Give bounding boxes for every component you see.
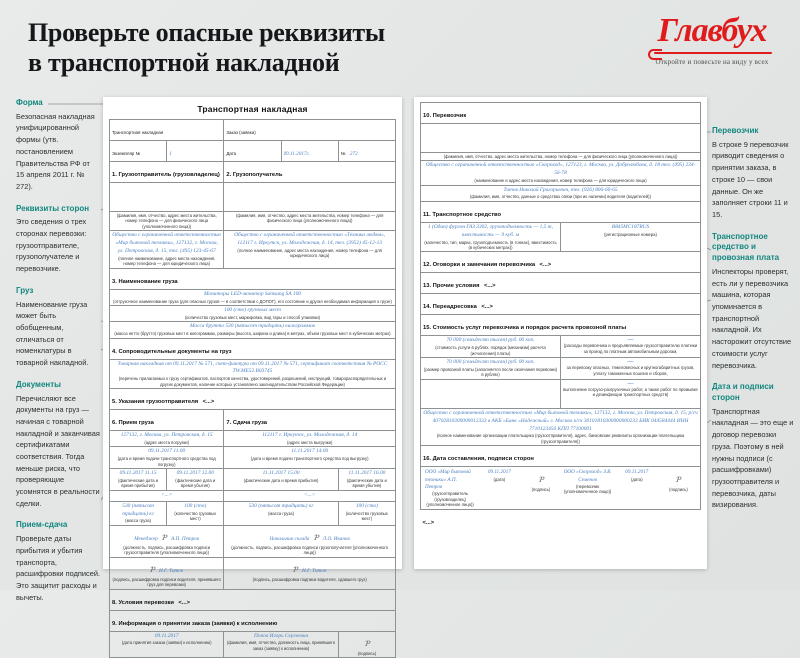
cargo-name-hint: (отгрузочное наименование груза (для опасных грузов — в соответствии с ДОПОГ), его состояние и другая необходимая информация о грузе) <box>113 298 392 304</box>
label-waybill: Транспортная накладная <box>112 130 164 135</box>
table-row <box>110 359 396 389</box>
carrier-name[interactable]: ООО «Скороход» З.В. Семенов <box>563 469 612 483</box>
table-row <box>421 446 701 467</box>
section-9-sign-hint: (подпись) <box>357 650 377 656</box>
section-9-person-hint: (фамилия, имя, отчество, должность лица, принявшего заказ (заявку) к исполнению) <box>227 640 336 651</box>
table-row <box>110 268 396 289</box>
section-1-title: 1. Грузоотправитель (грузовладелец) <box>112 172 220 178</box>
fee-hint: (размер провозной платы (заполняется после окончания перевозки) в рублях) <box>423 366 558 378</box>
section-7-arrival[interactable]: 11.11.2017 15.00 <box>262 470 300 477</box>
annotation-heading: Прием-сдача <box>16 520 68 530</box>
section-7-signer-name[interactable]: Л.О. Иванов <box>322 535 350 542</box>
carrier-driver-value[interactable]: Титов Николай Григорьевич, тел. (926) 806-60-65 <box>503 186 618 193</box>
annotation-transportnoe-sredstvo <box>712 232 796 372</box>
section-6-mass[interactable]: 530 (пятьсот тридцать) кг <box>122 502 154 517</box>
carrier-org-value[interactable]: Общество с ограниченной ответственностью «Скороход», 127123, г. Москва, ул. Добролюбова, д. 18 тел. (495) 234-56-78 <box>425 162 696 177</box>
document-page-left <box>103 97 402 656</box>
section-7-arrival-hint: (фактические дата и время прибытия) <box>243 478 319 483</box>
section-2-value[interactable]: Общество с ограниченной ответственностью «Техника людям», 112117 г. Иркутск, ул. Молодежная, д. 14, тел. (3952) 45-12-13 <box>234 232 386 247</box>
section-9-date[interactable]: 09.11.2017 <box>154 632 179 639</box>
vehicle-hint: (количество, тип, марка, грузоподъемность (в тоннах), вместимость (в кубических метрах)) <box>424 239 557 250</box>
section-6-arrival-hint: (фактические дата и время прибытия) <box>118 478 159 489</box>
annotations-left <box>16 98 100 614</box>
table-row <box>421 103 701 124</box>
form-table-right <box>420 102 701 530</box>
section-2-blank[interactable] <box>224 183 396 212</box>
section-6-condition[interactable]: <...> <box>161 491 173 498</box>
section-1-value[interactable]: Общество с ограниченной ответственностью «Мир бытовой техники», 127132, г. Москва, ул. Петровская, д. 15, тел. (495) 123-45-67 <box>112 232 222 255</box>
section-6-datetime[interactable]: 09.11.2017 11.00 <box>148 448 186 455</box>
shipper-date[interactable]: 09.11.2017 <box>487 469 511 476</box>
section-6-departure-hint: (фактические дата и время убытия) <box>175 478 216 489</box>
roads-hint: (расходы перевозчика и предъявляемые грузоотправителю платежи за проезд по платным автомобильным дорогам, <box>563 343 698 354</box>
table-row <box>421 379 701 408</box>
table-row <box>110 183 396 212</box>
section-7-departure[interactable]: 11.11.2017 16.00 <box>348 470 386 477</box>
table-row <box>421 294 701 315</box>
section-7-driver-hint: (подпись, расшифровка подписи водителя, сдавшего груз) <box>252 576 367 582</box>
section-7-position[interactable]: Начальник склада <box>269 535 310 542</box>
cargo-mass-value[interactable]: Масса брутто 530 (пятьсот тридцать) килограммов <box>189 323 316 330</box>
table-row <box>421 161 701 185</box>
logo-swoosh-icon <box>648 49 776 56</box>
section-9-date-hint: (дата принятия заказа (заявки) к исполнению) <box>121 640 212 646</box>
table-row <box>110 162 396 183</box>
signature-mark: Ƥ <box>292 564 299 574</box>
section-9-person[interactable]: Попов Игорь Сергеевич <box>254 632 309 639</box>
vehicle-plate-value[interactable]: В845МС187RUS <box>611 223 650 230</box>
value-copy-number[interactable]: 1 <box>169 151 172 157</box>
table-row <box>110 289 396 305</box>
section-6-datetime-hint: (дата и время подачи транспортного средства под погрузку) <box>117 456 216 467</box>
table-row <box>110 501 396 525</box>
signature-mark: Ƥ <box>312 532 320 542</box>
section-14-value[interactable]: <...> <box>481 304 493 311</box>
cargo-mass-hint: (масса нетто (брутто) грузовых мест в килограммах, размеры (высота, ширина и длина) в метрах, объем грузовых мест в кубических метрах) <box>114 331 391 337</box>
annotation-rekvizity-storon <box>16 204 100 275</box>
annotation-text: Перечисляют все документы на груз — начиная с товарной накладной и заканчивая сертификатами соответствия. Тогда меньше риска, что проверяющие усомнятся в реальности сделки. <box>16 393 100 508</box>
table-row <box>110 306 396 322</box>
page-title-line1: Проверьте опасные реквизиты <box>28 18 385 47</box>
annotation-priem-sdacha <box>16 520 100 603</box>
section-1-hint-org: (полное наименование, адрес места нахождения, номер телефона — для юридического лица) <box>118 255 216 267</box>
signature-mark: Ƥ <box>675 475 682 485</box>
logo-wordmark: Главбух <box>657 12 767 49</box>
section-2-title: 2. Грузополучатель <box>226 172 283 178</box>
annotation-perevozchik <box>712 126 796 221</box>
section-7-places-hint: (количество грузовых мест) <box>345 510 388 522</box>
section-6-mass-hint: (масса груза) <box>125 518 152 524</box>
cargo-name-value[interactable]: Мониторы LED-монитор Samsung SA 100 <box>203 290 301 297</box>
carrier-date[interactable]: 09.11.2017 <box>625 469 649 476</box>
label-number: № <box>340 151 346 156</box>
table-row <box>421 467 701 510</box>
annotation-heading: Документы <box>16 379 61 389</box>
table-row <box>421 185 701 201</box>
table-row <box>423 468 698 508</box>
annotation-heading: Груз <box>16 285 34 295</box>
section-4-hint: (перечень прилагаемых к грузу сертификатов, паспортов качества, удостоверений, разрешений, инструкций, товарораспорядительных и других документов, наличие которых установлено законодательством Российской Федерации) <box>118 376 387 387</box>
carrier-sign-hint: (подпись) <box>669 487 688 493</box>
section-4-title: 4. Сопроводительные документы на груз <box>112 348 232 355</box>
roads-dash[interactable]: — <box>627 337 634 344</box>
carrier-org-hint: (наименование и адрес места нахождения, номер телефона — для юридического лица) <box>474 178 647 184</box>
payer-hint: (полное наименование организации плательщика (грузоотправителя), адрес, банковские реквизиты организации плательщика (грузоотправителя)) <box>436 433 685 444</box>
annotation-heading: Реквизиты сторон <box>16 203 90 213</box>
section-12-value[interactable]: <...> <box>539 262 552 269</box>
section-7-mass[interactable]: 530 (пятьсот тридцать) кг <box>248 502 314 509</box>
signature-mark: Ƥ <box>537 475 545 485</box>
section-6-address[interactable]: 127132, г. Москва, ул. Петровская, д. 15 <box>120 432 213 439</box>
table-row <box>421 124 701 153</box>
table-row <box>421 510 701 531</box>
empty-cell[interactable] <box>421 379 561 408</box>
table-row <box>110 490 396 501</box>
works-dash[interactable]: — <box>627 380 634 387</box>
table-row <box>110 557 396 589</box>
section-7-places[interactable]: 100 (сто) <box>355 502 378 509</box>
value-number[interactable]: 272 <box>349 151 358 157</box>
page-title-line2: в транспортной накладной <box>28 48 340 78</box>
table-row <box>110 338 396 359</box>
annotation-forma <box>16 98 100 193</box>
annotation-heading: Дата и подписи сторон <box>712 382 774 402</box>
section-4-value[interactable]: Товарная накладная от 09.11.2017 № 571, счет-фактура от 09.11.2017 № 571, сертификат соответствия № РОСС TW.МЕ52.В03745 <box>117 360 388 375</box>
table-row <box>421 273 701 294</box>
section-1-blank[interactable] <box>110 183 224 212</box>
signature-mark: Ƥ <box>161 532 168 542</box>
vehicle-value[interactable]: 1 (Один) фургон ГАЗ 3302, грузоподъемность — 1,5 т, вместимость — 9 куб. м <box>427 223 554 238</box>
section-7-driver-name[interactable]: Н.Г. Титов <box>301 567 327 574</box>
table-row <box>110 322 396 338</box>
section-7-title: 7. Сдача груза <box>226 420 268 427</box>
annotation-gruz <box>16 286 100 369</box>
payer-value[interactable]: Общество с ограниченной ответственностью «Мир бытовой техники», 127132, г. Москва, ул. Петровская, д. 15, р/сч 40702810300000012333 в АКБ «Банк «Надежный» г. Москва к/сч 30101810300000000233 БИК 044584444 ИНН 7710123456 КПП 77100001 <box>423 409 698 432</box>
document-title: Транспортная накладная <box>197 104 308 114</box>
annotation-heading: Транспортное средство и провозная плата <box>712 231 780 263</box>
shipper-date-hint: (дата) <box>493 476 506 482</box>
table-row <box>421 252 701 273</box>
cost-hint: (стоимость услуги в рублях, порядок (механизм) расчета (исчисления) платы) <box>435 345 546 356</box>
label-order: Заказ (заявка) <box>226 130 256 135</box>
section-7-mass-hint: (масса груза) <box>268 510 294 516</box>
shipper-sign-hint: (подпись) <box>531 487 551 493</box>
section-1-hint-person: (фамилия, имя, отчество, адрес места жительства, номер телефона — для физического лица (уполномоченного лица)) <box>116 213 217 229</box>
label-copy-number: Экземпляр № <box>112 151 141 156</box>
value-date[interactable]: 09.11.2017г. <box>283 151 310 157</box>
page-title <box>28 18 508 78</box>
table-row <box>421 408 701 445</box>
section-6-driver-hint: (подпись, расшифровка подписи водителя, принявшего груз для перевозки) <box>112 576 221 588</box>
section-5-value[interactable]: <...> <box>202 399 215 406</box>
section-7-datetime-hint: (дата и время подачи транспортного средства под выгрузку) <box>250 456 369 462</box>
vehicle-plate-hint: (регистрационные номера) <box>604 231 657 237</box>
section-16-title: 16. Дата составления, подписи сторон <box>423 456 534 463</box>
carrier-hint: (перевозчик (уполномоченное лицо)) <box>563 483 612 495</box>
annotation-text: Безопасная накладная унифицированной формы (утв. постановлением Правительства РФ от 15 апреля 2011 г. № 272). <box>16 111 95 191</box>
annotation-heading: Перевозчик <box>712 126 759 135</box>
section-7-address[interactable]: 112117 г. Иркутск, ул. Молодежная, д. 14 <box>262 432 358 439</box>
section-6-sign-hint: (должность, подпись, расшифровка подписи грузоотправителя (уполномоченного лица)) <box>123 544 211 556</box>
signature-mark: Ƥ <box>149 564 156 574</box>
cost-value[interactable]: 70 000 (семьдесят тысяч) руб. 00 коп. <box>446 337 535 344</box>
fee-value[interactable]: 70 000 (семьдесят тысяч) руб. 00 коп. <box>446 359 535 366</box>
label-date: Дата <box>226 151 237 156</box>
section-6-departure[interactable]: 09.11.2017 12.00 <box>176 470 214 477</box>
form-table-left <box>109 119 396 658</box>
section-8-value[interactable]: <...> <box>178 599 191 606</box>
table-row <box>110 525 396 557</box>
table-row <box>110 469 396 491</box>
table-row <box>421 336 701 358</box>
section-7-address-hint: (адрес места выгрузки) <box>287 439 333 445</box>
annotation-text: Инспекторы проверят, есть ли у перевозчика машина, которая упоминается в транспортной накладной. Их насторожит отсутствие стоимости услуг перевозчика. <box>712 267 792 370</box>
section-7-datetime[interactable]: 11.11.2017 14.00 <box>291 448 329 455</box>
annotation-text: В строке 9 перевозчик приводит сведения о принятии заказа, в строке 10 — свои данные. Он же заполняет строки 11 и 15. <box>712 139 789 219</box>
table-row <box>110 141 396 162</box>
table-row <box>421 315 701 336</box>
logo-tagline: Откройте и повесьте на виду у всех <box>655 58 769 66</box>
section-13-title: 13. Прочие условия <box>423 283 480 290</box>
table-row <box>421 358 701 380</box>
table-row <box>421 201 701 222</box>
section-6-address-hint: (адрес места погрузки) <box>144 439 190 445</box>
annotations-right <box>712 126 796 522</box>
table-row <box>421 222 701 252</box>
table-row <box>421 153 701 161</box>
annotation-text: Наименование груза может быть обобщенным, отличаться от номенклатуры в товарной накладной. <box>16 299 89 368</box>
section-2-hint-org: (полное наименование, адрес места нахождения, номер телефона — для юридического лица) <box>237 248 382 259</box>
section-6-title: 6. Прием груза <box>112 420 154 427</box>
annotation-data-i-podpisi <box>712 382 796 511</box>
table-row <box>110 447 396 469</box>
table-row <box>110 212 396 231</box>
section-8-title: 8. Условия перевозки <box>112 599 174 606</box>
section-13-value[interactable]: <...> <box>483 283 496 290</box>
signatures-table <box>423 468 698 508</box>
section-10-blank[interactable] <box>421 124 701 153</box>
section-10-title: 10. Перевозчик <box>423 113 467 119</box>
shipper-name[interactable]: ООО «Мир бытовой техники» А.П. Петров <box>425 469 471 490</box>
section-10-hint-person: (фамилия, имя, отчество, адрес места жительства, номер телефона — для физического лица (уполномоченного лица)) <box>443 154 678 159</box>
section-7-departure-hint: (фактические дата и время убытия) <box>346 478 387 489</box>
annotation-dokumenty <box>16 380 100 510</box>
annotation-text: Транспортная накладная — это еще и договор перевозки груза. Поэтому в ней нужны подписи (с расшифровками) грузоотправителя и перевозчика, даты визирования. <box>712 406 794 510</box>
section-6-position[interactable]: Менеджер <box>134 535 158 542</box>
section-6-places[interactable]: 100 (сто) <box>184 502 207 509</box>
section-11-title: 11. Транспортное средство <box>423 211 502 218</box>
cargo-places-value[interactable]: 100 (сто) грузовых мест <box>224 307 281 314</box>
carrier-date-hint: (дата) <box>630 476 643 482</box>
page-footer-note: <...> <box>422 520 435 527</box>
table-row <box>110 410 396 431</box>
section-7-condition[interactable]: <...> <box>304 491 316 498</box>
section-6-driver-name[interactable]: Н.Г. Титов <box>158 567 184 574</box>
signature-mark: Ƥ <box>363 638 370 648</box>
danger-hint: за перевозку опасных, тяжеловесных и крупногабаритных грузов, уплату таможенных пошлин и сборов, <box>566 365 695 376</box>
table-row <box>110 589 396 610</box>
works-hint: выполнение погрузо-разгрузочных работ, а также работ по промывке и дезинфекции транспортных средств) <box>563 386 698 398</box>
section-3-title: 3. Наименование груза <box>112 278 178 285</box>
section-14-title: 14. Переадресовка <box>423 304 477 311</box>
table-row <box>110 231 396 268</box>
annotation-text: Это сведения о трех сторонах перевозки: грузоотправителе, грузополучателе и перевозчике. <box>16 217 87 274</box>
table-row <box>110 610 396 631</box>
section-6-arrival[interactable]: 09.11.2017 11.15 <box>119 470 157 477</box>
section-5-title: 5. Указания грузоотправителя <box>112 399 199 406</box>
danger-dash[interactable]: — <box>627 359 634 366</box>
document-page-right <box>414 97 707 569</box>
section-7-sign-hint: (должность, подпись, расшифровка подписи грузополучателя (уполномоченного лица)) <box>231 544 389 556</box>
table-row <box>110 431 396 447</box>
section-9-title: 9. Информация о принятии заказа (заявки) к исполнению <box>112 620 278 627</box>
section-2-hint-person: (фамилия, имя, отчество, адрес места жительства, номер телефона — для физического лица (уполномоченного лица)) <box>236 213 384 224</box>
table-row <box>110 389 396 410</box>
table-row <box>110 631 396 657</box>
carrier-driver-hint: (фамилия, имя, отчество, данные о средствах связи (при их наличии) водителя (водителей)) <box>470 194 651 200</box>
glavbuh-logo <box>642 14 782 66</box>
section-6-places-hint: (количество грузовых мест) <box>174 510 217 522</box>
table-row <box>110 120 396 141</box>
section-6-signer-name[interactable]: А.П. Петров <box>171 535 200 542</box>
shipper-hint: (грузоотправитель (грузовладелец) (уполномоченное лицо)) <box>426 491 474 508</box>
section-15-title: 15. Стоимость услуг перевозчика и порядок расчета провозной платы <box>423 325 627 332</box>
cargo-places-hint: (количество грузовых мест, маркировка, вид тары и способ упаковки) <box>184 314 321 320</box>
annotation-text: Проверьте даты прибытия и убытия транспорта, расшифровки подписей. Это защитит расходы и вычеты. <box>16 534 100 602</box>
section-12-title: 12. Оговорки и замечания перевозчика <box>423 262 536 269</box>
annotation-heading: Форма <box>16 98 43 107</box>
